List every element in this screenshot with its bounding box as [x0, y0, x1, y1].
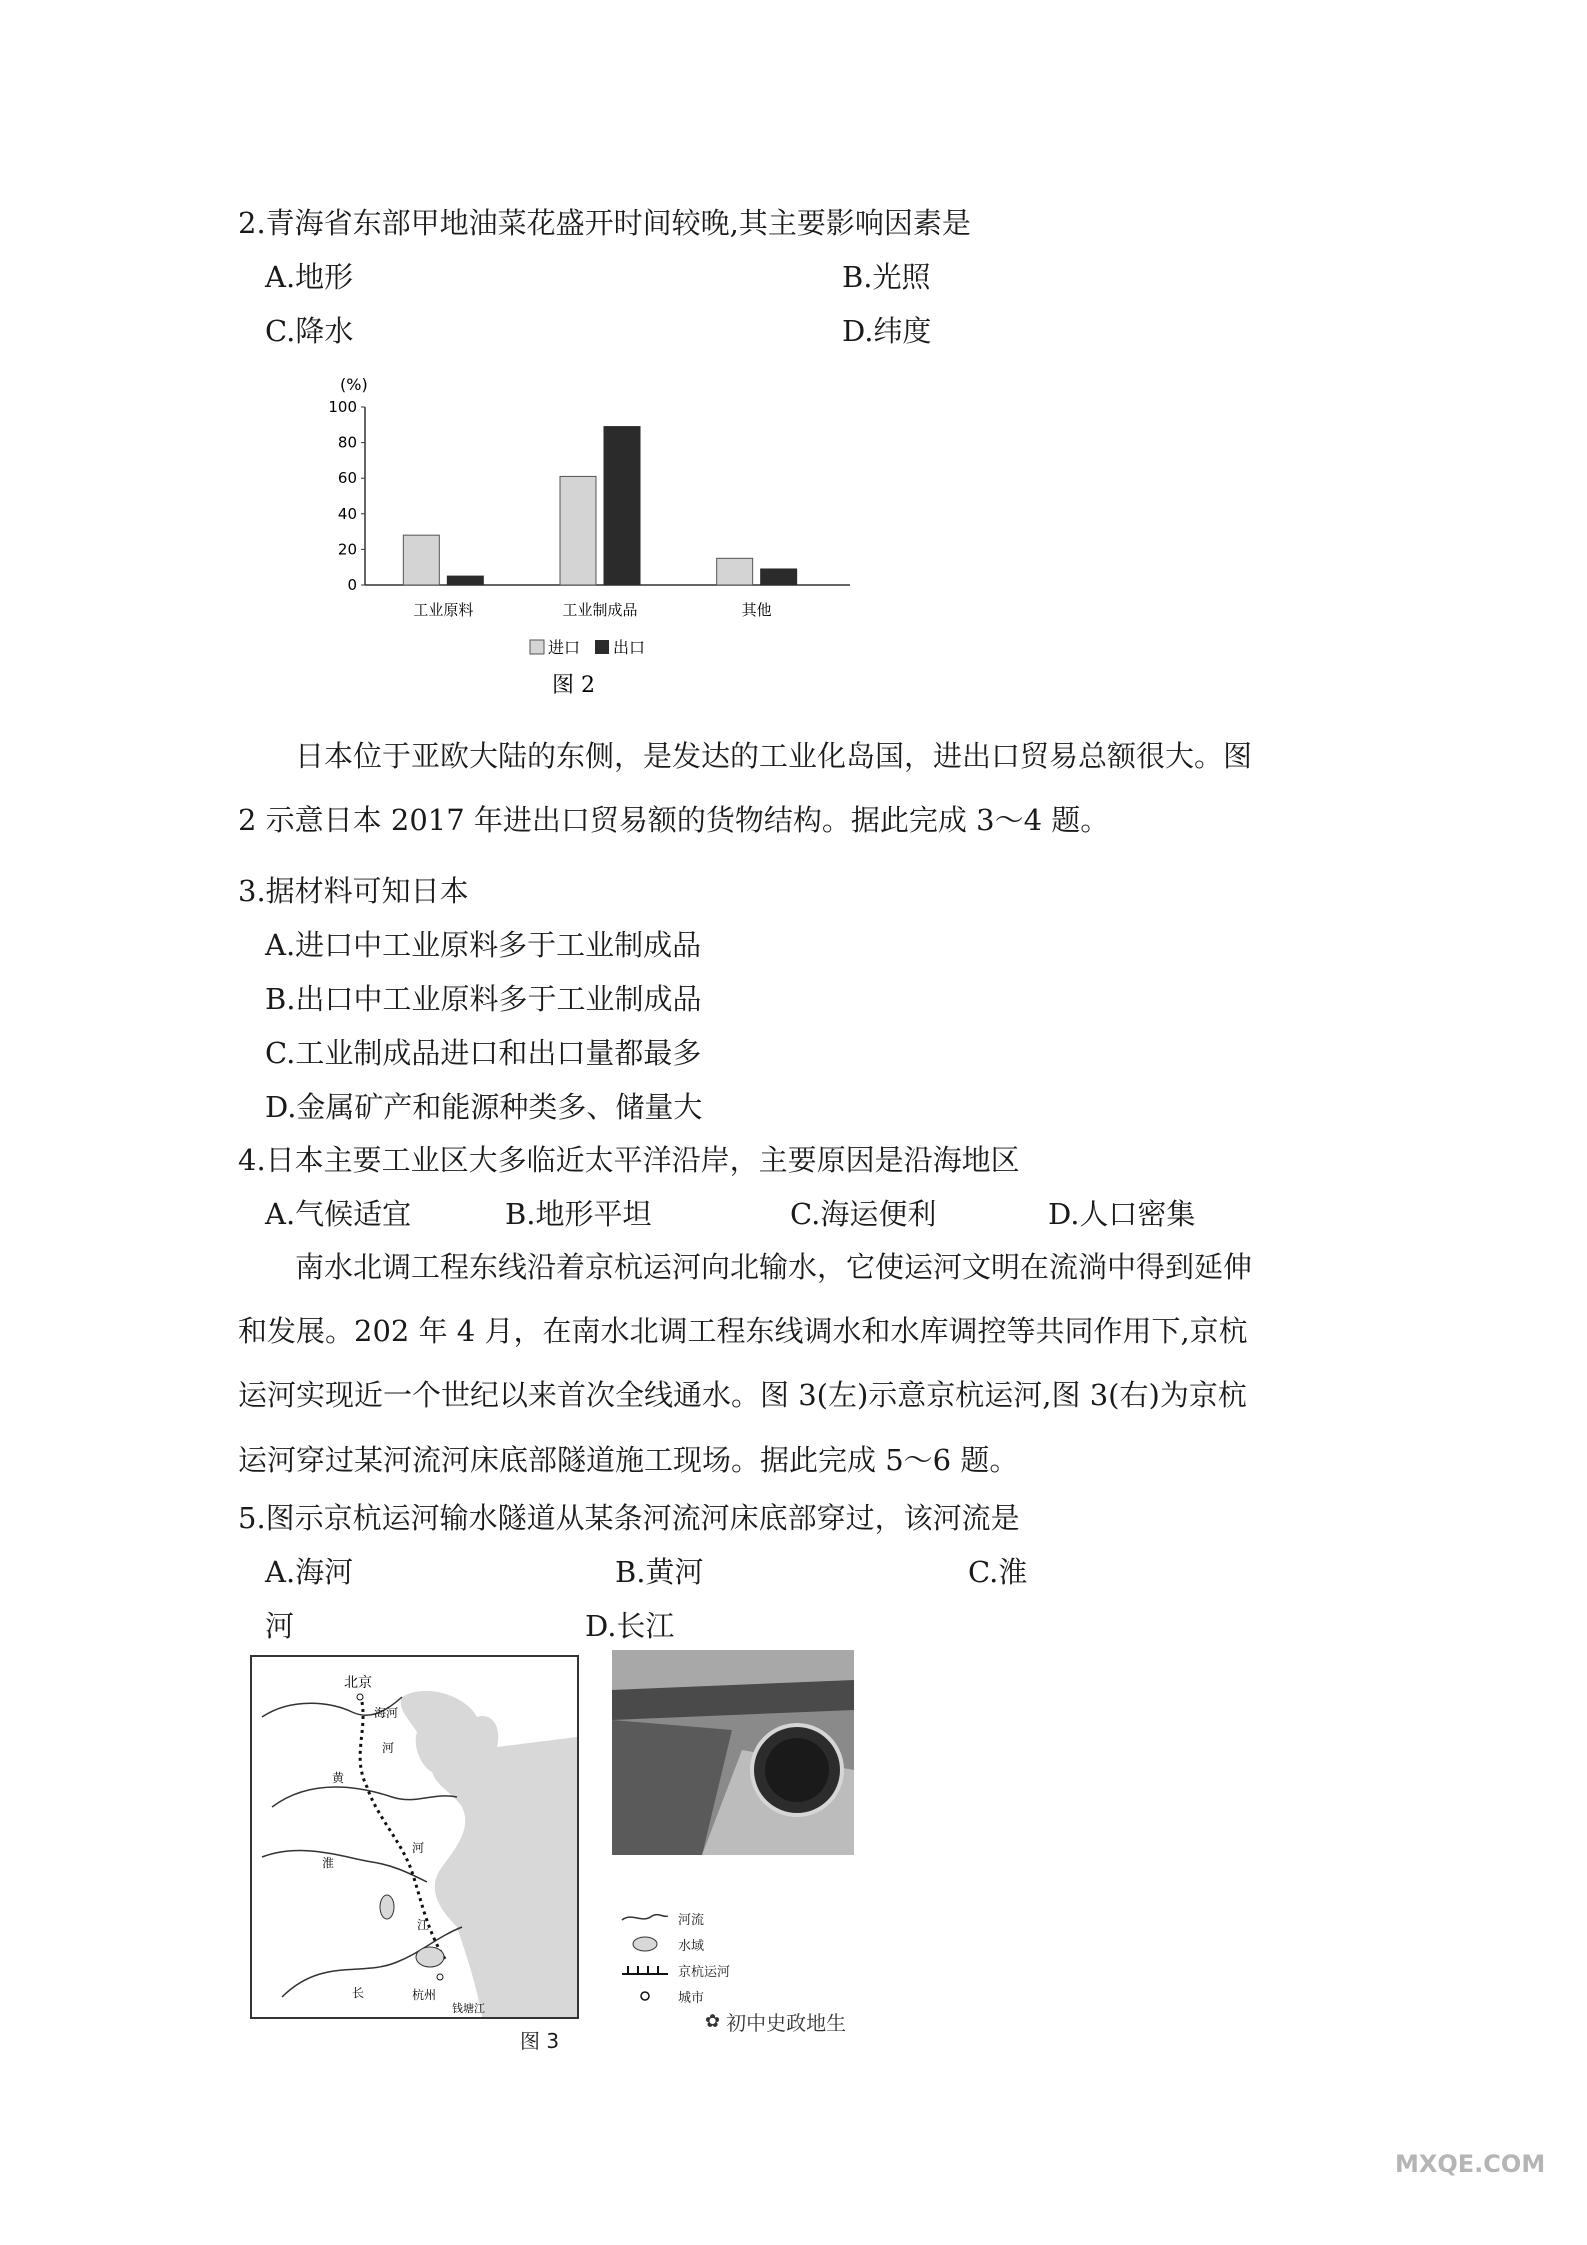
passage1-line1: 日本位于亚欧大陆的东侧，是发达的工业化岛国，进出口贸易总额很大。图 — [295, 739, 1253, 773]
bar-export-2 — [761, 569, 797, 585]
huaihe-river-line — [262, 1851, 427, 1882]
passage2-line4: 运河穿过某河流河床底部隧道施工现场。据此完成 5～6 题。 — [238, 1443, 1019, 1477]
map-label-haihe: 海河 — [374, 1706, 399, 1720]
bar-import-0 — [403, 535, 439, 585]
passage2-line2: 和发展。202 年 4 月，在南水北调工程东线调水和水库调控等共同作用下,京杭 — [238, 1314, 1248, 1348]
map-label-beijing: 北京 — [344, 1675, 372, 1691]
q5-option-b: B.黄河 — [615, 1555, 704, 1589]
legend-city-label: 城市 — [678, 1990, 705, 2006]
hongze-lake — [380, 1895, 394, 1919]
legend-import-label: 进口 — [548, 638, 581, 657]
figure3-legend — [620, 1905, 760, 2009]
figure2-caption: 图 2 — [552, 673, 595, 698]
y-tick-label-3: 60 — [337, 469, 357, 488]
bar-import-1 — [560, 476, 596, 585]
legend-water — [620, 1931, 760, 1957]
sea-area — [401, 1691, 577, 2017]
q4-option-b: B.地形平坦 — [505, 1197, 652, 1231]
watermark-label: 初中史政地生 — [726, 2011, 847, 2035]
y-axis-unit: (%) — [340, 375, 368, 394]
q4-option-d: D.人口密集 — [1048, 1197, 1196, 1231]
wechat-icon: ✿ — [705, 2011, 721, 2032]
legend-water-label: 水域 — [678, 1938, 705, 1954]
legend-import-swatch — [530, 640, 544, 654]
bar-export-0 — [447, 576, 483, 585]
legend-export-swatch — [595, 640, 609, 654]
figure3-caption: 图 3 — [520, 2029, 560, 2053]
q5-option-c: C.淮 — [968, 1555, 1028, 1589]
x-tick-label-2: 其他 — [741, 601, 772, 619]
canal-legend-icon — [620, 1960, 670, 1980]
legend-canal — [620, 1957, 760, 1983]
q3-option-a: A.进口中工业原料多于工业制成品 — [265, 928, 702, 962]
q3-option-b: B.出口中工业原料多于工业制成品 — [265, 982, 702, 1016]
source-watermark — [705, 2007, 846, 2036]
grand-canal-map — [250, 1655, 579, 2019]
map-label-qiantang: 钱塘江 — [452, 2002, 485, 2015]
hangzhou-city-dot — [437, 1974, 443, 1980]
figure2-chart — [290, 360, 850, 720]
q4-stem: 4.日本主要工业区大多临近太平洋沿岸，主要原因是沿海地区 — [238, 1143, 1020, 1177]
map-label-he1: 河 — [382, 1741, 395, 1755]
map-label-huai: 淮 — [322, 1856, 335, 1870]
q4-option-c: C.海运便利 — [790, 1197, 937, 1231]
q5-option-c-cont: 河 — [265, 1609, 295, 1643]
q4-option-a: A.气候适宜 — [265, 1197, 412, 1231]
legend-canal-label: 京杭运河 — [678, 1964, 731, 1980]
q2-option-c: C.降水 — [265, 314, 354, 348]
passage2-line1: 南水北调工程东线沿着京杭运河向北输水，它使运河文明在流淌中得到延伸 — [295, 1250, 1253, 1284]
q5-option-a: A.海河 — [265, 1555, 354, 1589]
q5-option-d: D.长江 — [585, 1609, 675, 1643]
river-legend-icon — [620, 1908, 670, 1928]
corner-watermark: MXQE.COM — [1395, 2150, 1546, 2178]
q3-stem: 3.据材料可知日本 — [238, 874, 469, 908]
map-label-he2: 河 — [412, 1841, 425, 1855]
q2-option-a: A.地形 — [265, 260, 354, 294]
water-legend-icon — [620, 1934, 670, 1954]
q2-stem: 2.青海省东部甲地油菜花盛开时间较晚,其主要影响因素是 — [238, 206, 971, 240]
legend-river-label: 河流 — [678, 1912, 705, 1928]
bar-chart — [290, 360, 850, 720]
q2-option-b: B.光照 — [842, 260, 931, 294]
map-label-chang: 长 — [352, 1986, 365, 2000]
x-tick-label-0: 工业原料 — [413, 601, 474, 619]
y-tick-label-0: 0 — [347, 576, 357, 594]
chart-legend — [530, 638, 645, 657]
beijing-city-dot — [357, 1694, 363, 1700]
map-label-hangzhou: 杭州 — [412, 1988, 437, 2002]
q3-option-d: D.金属矿产和能源种类多、储量大 — [265, 1090, 703, 1124]
q3-option-c: C.工业制成品进口和出口量都最多 — [265, 1036, 702, 1070]
bar-import-2 — [717, 558, 753, 585]
passage2-line3: 运河实现近一个世纪以来首次全线通水。图 3(左)示意京杭运河,图 3(右)为京杭 — [238, 1378, 1247, 1412]
legend-city — [620, 1983, 760, 2009]
x-tick-label-1: 工业制成品 — [562, 601, 638, 619]
y-tick-label-1: 20 — [337, 540, 357, 559]
y-tick-label-2: 40 — [337, 504, 357, 523]
city-legend-icon — [620, 1986, 670, 2006]
tunnel-construction-photo — [612, 1650, 854, 1855]
map-label-jiang: 江 — [417, 1918, 430, 1932]
q2-option-d: D.纬度 — [842, 314, 932, 348]
legend-export-label: 出口 — [613, 638, 646, 657]
yellow-river-line — [272, 1787, 457, 1807]
map-label-huang: 黄 — [332, 1771, 345, 1785]
bar-export-1 — [604, 427, 640, 585]
q5-stem: 5.图示京杭运河输水隧道从某条河流河床底部穿过，该河流是 — [238, 1501, 1020, 1535]
passage1-line2: 2 示意日本 2017 年进出口贸易额的货物结构。据此完成 3～4 题。 — [238, 803, 1110, 837]
y-tick-label-4: 80 — [337, 433, 357, 452]
taihu-lake — [416, 1947, 444, 1967]
y-tick-label-5: 100 — [328, 398, 357, 416]
legend-river — [620, 1905, 760, 1931]
